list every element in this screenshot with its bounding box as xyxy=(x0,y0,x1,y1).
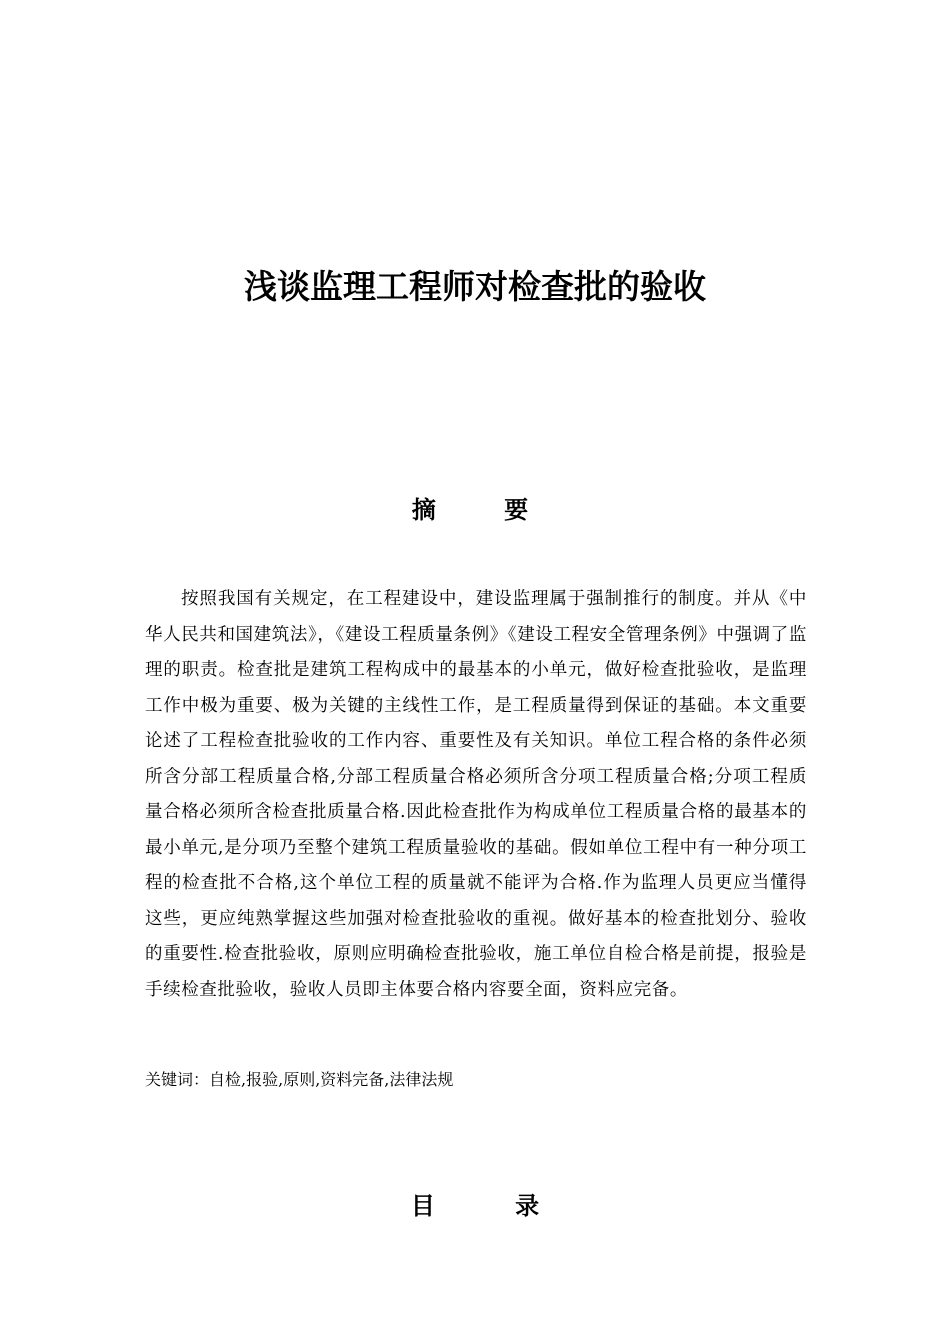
document-title: 浅谈监理工程师对检查批的验收 xyxy=(244,267,706,306)
abstract-body: 按照我国有关规定，在工程建设中，建设监理属于强制推行的制度。并从《中华人民共和国建筑法》，《建设工程质量条例》《建设工程安全管理条例》中强调了监理的职责。检查批是建筑工程构成中的最基本的小单元，做好检查批验收，是监理工作中极为重要、极为关键的主线性工作，是工程质量得到保证的基础。本文重要论述了工程检查批验收的工作内容、重要性及有关知识。单位工程合格的条件必须所含分部工程质量合格,分部工程质量合格必须所含分项工程质量合格;分项工程质量合格必须所含检查批质量合格.因此检查批作为构成单位工程质量合格的最基本的最小单元,是分项乃至整个建筑工程质量验收的基础。假如单位工程中有一种分项工程的检查批不合格,这个单位工程的质量就不能评为合格.作为监理人员更应当懂得这些，更应纯熟掌握这些加强对检查批验收的重视。做好基本的检查批划分、验收的重要性.检查批验收，原则应明确检查批验收，施工单位自检合格是前提，报验是手续检查批验收，验收人员即主体要合格内容要全面，资料应完备。 xyxy=(145,589,807,1000)
keywords-line xyxy=(145,1064,807,1096)
keywords-label: 关键词： xyxy=(145,1070,210,1089)
toc-heading: 目 录 xyxy=(410,1192,576,1220)
abstract-heading: 摘 要 xyxy=(411,496,559,524)
keywords-value: 自检,报验,原则,资料完备,法律法规 xyxy=(209,1070,454,1089)
